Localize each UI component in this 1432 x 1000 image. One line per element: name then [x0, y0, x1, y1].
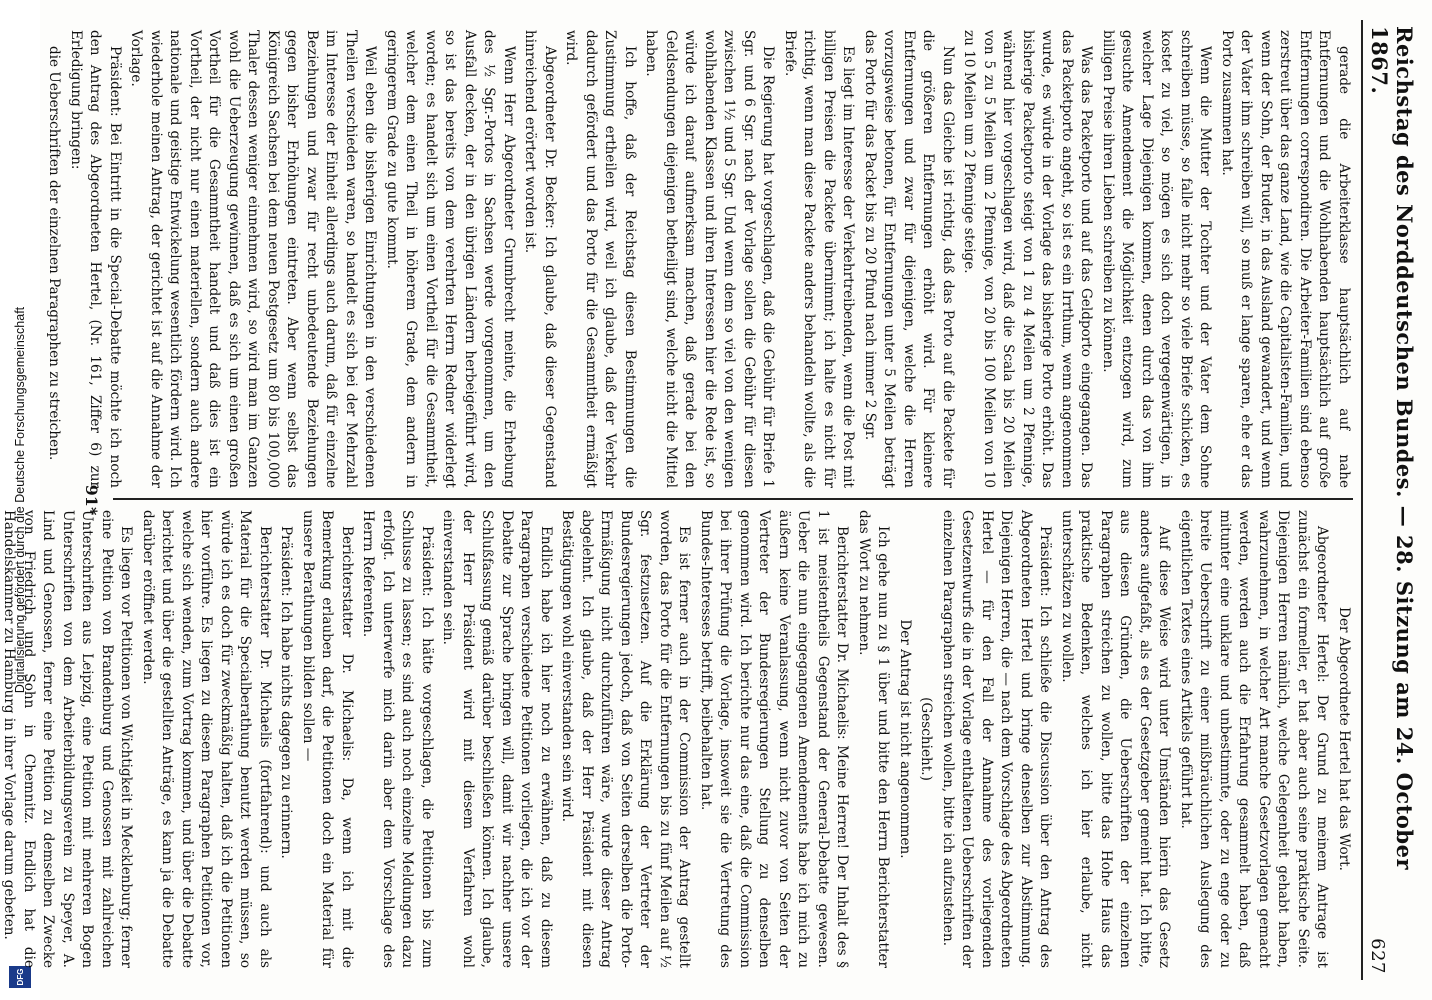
paragraph: Ich gehe nun zu § 1 über und bitte den Herrn Berichterstatter das Wort zu nehmen. [856, 510, 892, 968]
paragraph: Nun das Gleiche ist richtig, daß das Porto auf die Packete für die größeren Entfernungen erhöht wird. Für kleinere Entfernungen und zwar für diejenigen, welche die Herren vorzugsweise betonen, für Entfernungen unter 5 Meilen beträgt das Porto für das Packet bis zu 20 Pfund nach immer 2 Sgr. [862, 30, 956, 488]
paragraph: Berichterstatter Dr. Michaelis (fortfahrend): und auch als Material für die Specialberathung benutzt werden müssen, so würde ich es doch für zweckmäßig halten, daß ich die Petitionen hier vorführe. Es liegen zu diesem Paragraphen Petitionen vor, welche sich wenden, zum Vortrag kommen, und über die Debatte berichtet und über die gestellten Anträge, es kann ja die Debatte darüber eröffnet werden. [140, 510, 273, 968]
paragraph: Auf diese Weise wird unter Umständen hierin das Gesetz anders aufgefaßt, als es der Gesetzgeber gemeint hat. Ich bitte, aus diesen Gründen, die Ueberschriften der einzelnen Paragraphen streichen zu wollen, bitte das Hohe Haus das praktische Bedenken, welches ich hier erlaube, nicht unterschätzen zu wollen. [1059, 510, 1173, 968]
page-number: 627 [1367, 938, 1388, 974]
paragraph: Es ist ferner auch in der Commission der Antrag gestellt worden, das Porto für die Entfernungen bis zu fünf Meilen auf ½ Sgr. festzusetzen. Auf die Erklärung der Vertreter der Bundesregierungen jedoch, daß von Seiten derselben die Porto-Ermäßigung nicht durchzuführen wäre, wurde dieser Antrag abgelehnt. Ich glaube, daß der Herr Präsident mit diesen Bestätigungen wohl einverstanden sein wird. [559, 510, 693, 968]
paragraph: Abgeordneter Hertel: Der Grund zu meinem Antrage ist zunächst ein formeller, er hat aber auch seine praktische Seite. Diejenigen Herren nämlich, welche Gelegenheit gehabt haben, wahrzunehmen, in welcher Art manche Gesetzvorlagen gemacht werden, werden auch die Erfahrung gesammelt haben, daß mitunter eine unklare und unbestimmte, oder zu enge oder zu breite Ueberschrift zu einer mißbräuchlichen Auslegung des eigentlichen Textes eines Artikels geführt hat. [1178, 510, 1331, 968]
paragraph: Präsident: Bei Eintritt in die Special-Debatte möchte ich noch den Antrag des Abgeordneten Hertel, (Nr. 161, Ziffer 6) zur Erledigung bringen: [68, 30, 123, 488]
page-header [1361, 20, 1417, 980]
dfg-logo: DFG [9, 966, 31, 988]
paragraph: Es liegt im Interesse der Verkehrtreibenden, wenn die Post mit billigen Preisen die Packete übernimmt; ich halte es nicht für richtig, wenn man diese Packete anders behandeln wollte, als die Briefe. [782, 30, 857, 488]
signature-mark: 91* [82, 484, 101, 516]
left-column [46, 20, 1353, 498]
paragraph: Präsident: Ich schließe die Discussion über den Antrag des Abgeordneten Hertel und bringe denselben zur Abstimmung. Diejenigen Herren, die — nach dem Vorschlage des Abgeordneten Hertel — für den Fall der Annahme des vorliegenden Gesetzentwurfs die in der Vorlage enthaltenen Ueberschriften der einzelnen Paragraphen streichen wollen, bitte ich aufzustehen. [940, 510, 1054, 968]
paragraph: Was das Packetporto und auf das Geldporto eingegangen. Das das Packetporto angeht, so ist es ein Irrthum, wenn angenommen wurde, es würde in der Vorlage das bisherige Porto erhöht. Das bisherige Packetporto steigt von 1 zu 4 Meilen um 2 Pfennige, während hier vorgeschlagen wird, daß die Scala bis 20 Meilen von 5 zu 5 Meilen um 2 Pfennige, von 20 bis 100 Meilen von 10 zu 10 Meilen um 2 Pfennige steige. [961, 30, 1095, 488]
paragraph: Präsident: Ich hätte vorgeschlagen, die Petitionen bis zum Schlusse zu lassen; es sind auch noch einzelne Meldungen dazu erfolgt. Ich unterwerfe mich darin aber dem Vorschlage des Herrn Referenten. [360, 510, 435, 968]
paragraph: Es liegen vor Petitionen von Wichtigkeit in Mecklenburg; ferner eine Petition von Brandenburg und Genossen mit zahlreichen Unterschriften aus Leipzig, eine Petition mit mehreren Bogen Unterschriften von dem Arbeiterbildungsverein zu Speyer, A. Lind und Genossen, ferner eine Petition zu demselben Zwecke von Friedrich und Sohn in Chemnitz. Endlich hat die Handelskammer zu Hamburg in ihrer Vorlage darum gebeten. [1, 510, 135, 968]
paragraph: Die Regierung hat vorgeschlagen, daß die Gebühr für Briefe 1 Sgr. und 6 Sgr. nach der Vorlage sollen die Gebühr für diesen zwischen 1½ und 5 Sgr. Und wenn dem so viel von den wenigen wohlhabenden Klassen und ihren Interessen hier die Rede ist, so würde ich darauf aufmerksam machen, daß gerade bei den Geldsendungen diejenigen betheiligt sind, welche nicht die Mittel haben. [643, 30, 777, 488]
paragraph: Der Abgeordnete Hertel hat das Wort. [1336, 607, 1352, 871]
paragraph: Wenn Herr Abgeordneter Grumbrecht meinte, die Erhebung des ½ Sgr.-Portos in Sachsen werde vorgenommen, um den Ausfall decken, der in den übrigen Ländern herbeigeführt wird, so ist das bereits von dem verehrten Herrn Redner widerlegt worden; es handelt sich um einen Vortheil für die Gesammtheit, welcher dem einen Theil in höherem Grade, dem andern in geringerem Grade zu gute kommt. [384, 30, 517, 488]
digitization-credit: Digitalisierung gefördert durch die Deutsche Forschungsgemeinschaft [13, 306, 27, 694]
paragraph: Der Antrag ist nicht angenommen. [897, 619, 913, 859]
paragraph: Präsident: Ich habe nichts dagegen zu erinnern. [278, 526, 295, 859]
paragraph: gerade die Arbeiterklasse hauptsächlich auf nahe Entfernungen und die Wohlhabenden hauptsächlich auf große Entfernungen correspondiren. Die Arbeiter-Familien sind ebenso zerstreut über das ganze Land, wie die Capitalisten-Familien, und wenn der Sohn, der Bruder, in das Ausland gewandert, und wenn der Vater ihm schreiben will, so muß er lange sparen, ehe er das Porto zusammen hat. [1219, 30, 1352, 488]
paragraph: Berichterstatter Dr. Michaelis: Meine Herren! Der Inhalt des § 1 ist meistentheils Gegenstand der General-Debatte gewesen. Ueber die nun eingegangenen Amendements habe ich mich zu äußern keine Veranlassung, wenn nicht zuvor von Seiten der Vertreter der Bundesregierungen Stellung zu denselben genommen wird. Ich berichte nur das eine, daß die Commission bei ihrer Prüfung die Vorlage, insoweit sie die Vertretung des Bundes-Interesses betrifft, beibehalten hat. [698, 510, 851, 968]
paragraph: die Ueberschriften der einzelnen Paragraphen zu streichen. [46, 46, 63, 461]
paragraph: (Geschieht.) [918, 697, 935, 781]
paragraph: Ich hoffe, daß der Reichstag diesen Bestimmungen die Zustimmung ertheilen wird, weil ich glaube, daß der Verkehr dadurch gefördert und das Porto für die Gesammtheit ermäßigt wird. [563, 30, 638, 488]
paragraph: Endlich habe ich hier noch zu erwähnen, daß zu diesem Paragraphen verschiedene Petitionen vorliegen, die ich vor der Debatte zur Sprache bringen will, damit wir nachher unsere Schlußfassung gemäß darüber beschließen können. Ich glaube, der Herr Präsident wird mit diesem Verfahren wohl einverstanden sein. [440, 510, 554, 968]
header-title: Reichstag des Norddeutschen Bundes. — 28. Sitzung am 24. October 1867. [1367, 26, 1417, 871]
paragraph: Berichterstatter Dr. Michaelis: Da, wenn ich mit die Bemerkung erlauben darf, die Petitionen doch ein Material für unsere Berathungen bilden sollen — [300, 510, 355, 968]
paragraph: Weil eben die bisherigen Einrichtungen in den verschiedenen Theilen verschieden waren, so handelt es sich bei der Mehrzahl im Interesse der Einheit allerdings auch darum, daß für einzelne Beziehungen und zwar für recht unbedeutende Beziehungen gegen bisher Erhöhungen eintreten. Aber wenn selbst das Königreich Sachsen bei dem neuen Postgesetz um 80 bis 100,000 Thaler dessen weniger einnehmen wird, so wird man im Ganzen wohl die Ueberzeugung gewinnen, daß es sich um einen großen Vortheil für die Gesammtheit handelt und daß dies ist ein Vortheil, der nicht nur einen materiellen, sondern auch andere nationale und geistige Entwickelung wesentlich fördern wird. Ich wiederhole meinen Antrag, der gerichtet ist auf die Annahme der Vorlage. [128, 30, 379, 488]
paragraph: Wenn die Mutter der Tochter und der Vater dem Sohne schreiben müsse, so falle nicht mehr so viele Briefe schicken, es kostet zu viel, so mögen es sich doch vergegenwärtigen, in welcher Lage Diejenigen kommen, denen durch das von ihm gesuchte Amendement die Möglichkeit entzogen wird, zum billigen Preise ihren Lieben schreiben zu können. [1100, 30, 1214, 488]
paragraph: Abgeordneter Dr. Becker: Ich glaube, daß dieser Gegenstand hinreichend erörtert worden ist. [522, 30, 558, 488]
